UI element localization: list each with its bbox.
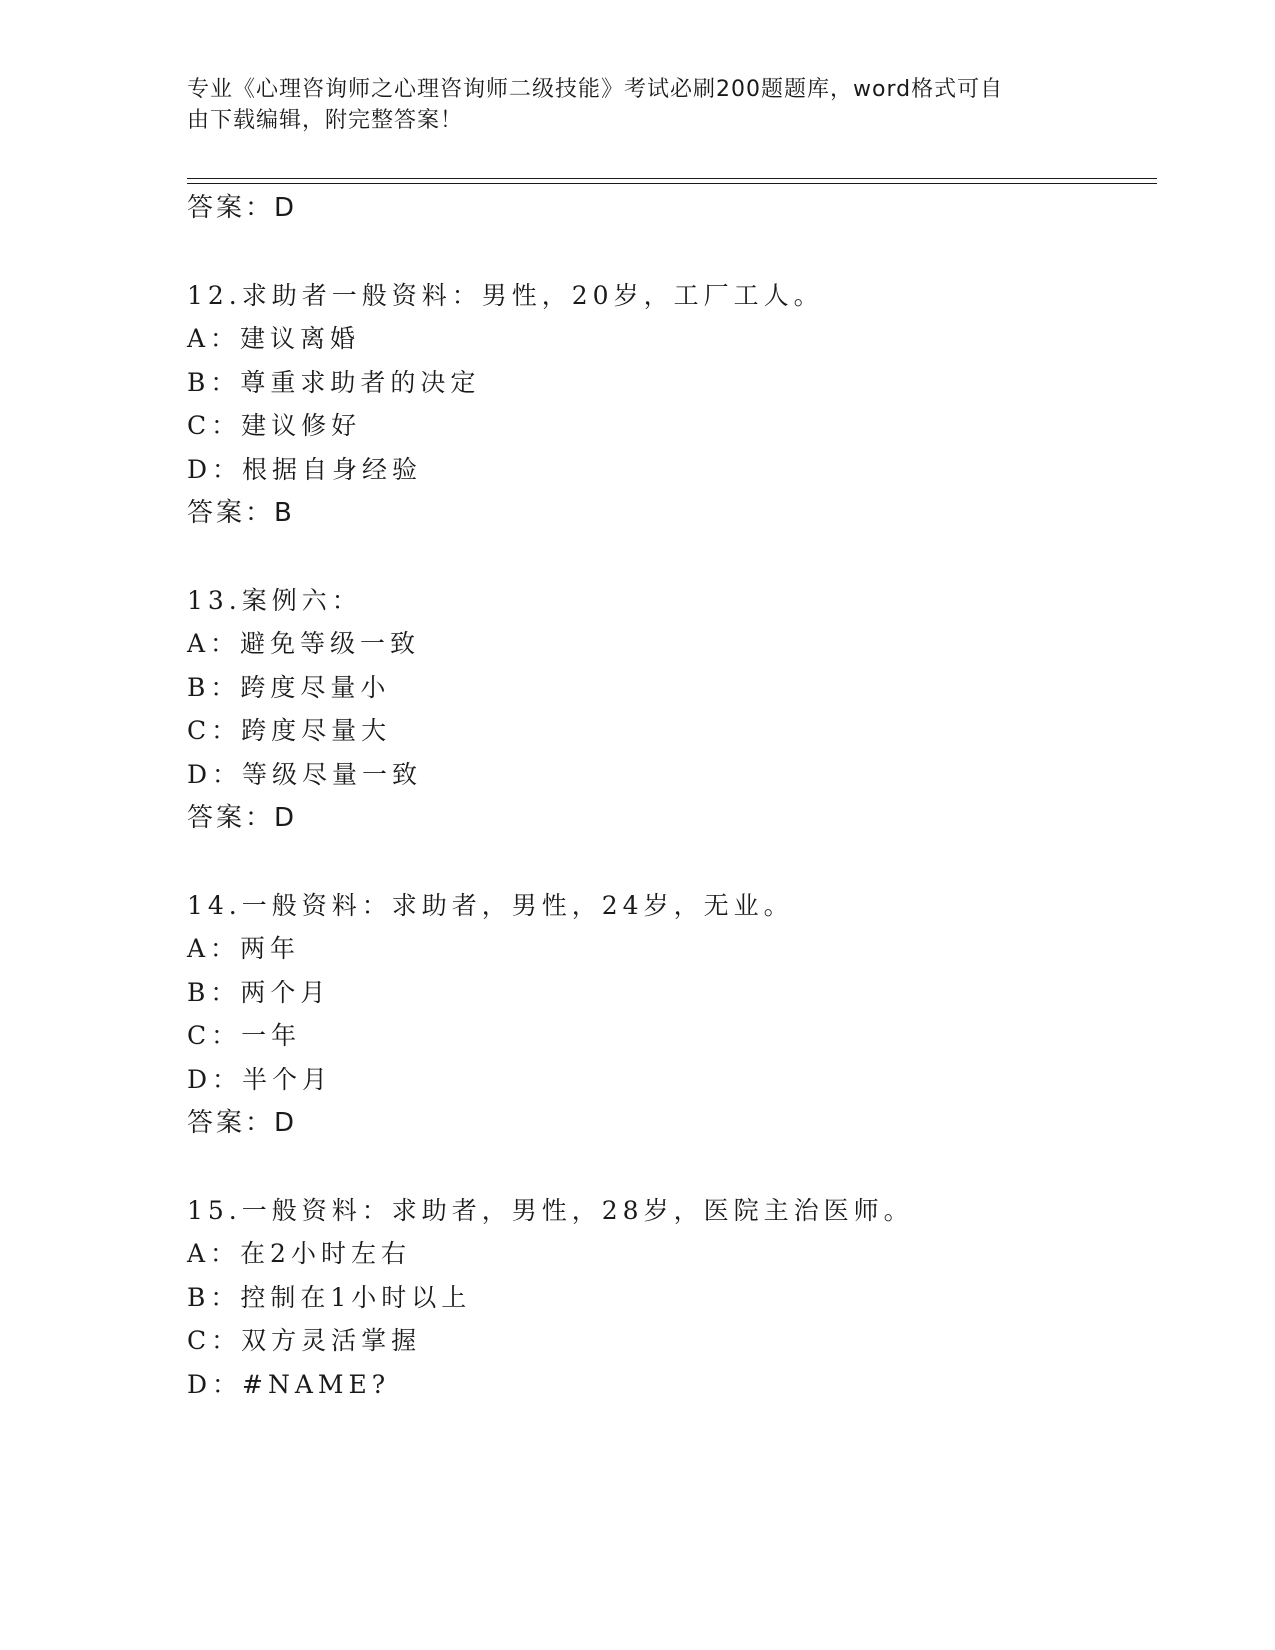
option-b: B：尊重求助者的决定 — [187, 368, 481, 397]
option-a: A：避免等级一致 — [187, 629, 421, 658]
option-b: B：两个月 — [187, 978, 331, 1007]
option-a: A：建议离婚 — [187, 324, 361, 353]
option-d: D：等级尽量一致 — [187, 760, 423, 789]
document-header — [187, 74, 1067, 136]
answer-line: 答案：D — [187, 803, 298, 833]
option-c: C：跨度尽量大 — [187, 716, 392, 745]
question-title: 13.案例六： — [187, 586, 362, 615]
option-a: A：在2小时左右 — [187, 1239, 411, 1268]
option-c: C：双方灵活掌握 — [187, 1326, 422, 1355]
option-c: C：建议修好 — [187, 411, 362, 440]
option-b: B：控制在1小时以上 — [187, 1283, 472, 1312]
question-title: 12.求助者一般资料：男性，20岁，工厂工人。 — [187, 281, 824, 310]
option-d: D：根据自身经验 — [187, 455, 423, 484]
answer-line: 答案：D — [187, 193, 298, 223]
option-a: A：两年 — [187, 934, 301, 963]
header-divider-bottom — [187, 183, 1157, 184]
answer-line: 答案：D — [187, 1108, 298, 1138]
header-divider-top — [187, 178, 1157, 179]
option-d: D：半个月 — [187, 1065, 333, 1094]
header-line-1: 专业《心理咨询师之心理咨询师二级技能》考试必刷200题题库，word格式可自 — [187, 77, 1004, 102]
question-title: 15.一般资料：求助者，男性，28岁，医院主治医师。 — [187, 1196, 914, 1225]
answer-line: 答案：B — [187, 498, 295, 528]
question-title: 14.一般资料：求助者，男性，24岁，无业。 — [187, 891, 794, 920]
option-d: D：#NAME? — [187, 1370, 391, 1399]
option-c: C：一年 — [187, 1021, 302, 1050]
option-b: B：跨度尽量小 — [187, 673, 391, 702]
header-line-2: 由下载编辑，附完整答案！ — [187, 108, 464, 133]
